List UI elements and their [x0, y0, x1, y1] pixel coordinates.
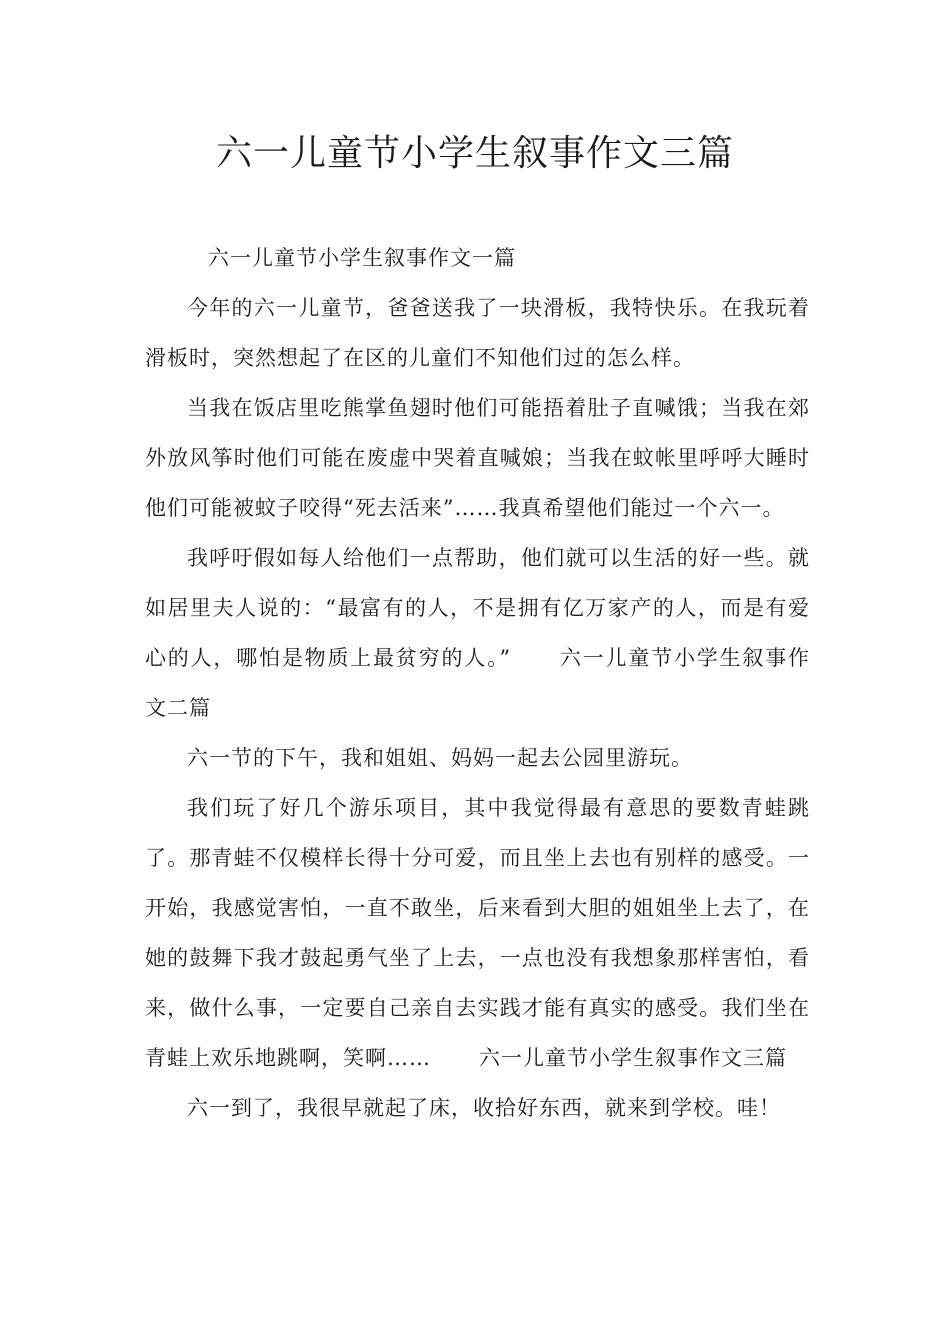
paragraph-text: 今年的六一儿童节，爸爸送我了一块滑板，我特快乐。在我玩着滑板时，突然想起了在区的儿童们不知他们过的怎么样。 — [145, 296, 810, 370]
paragraph-1 — [145, 283, 810, 383]
paragraph-6 — [145, 1083, 810, 1133]
paragraph-text: 当我在饭店里吃熊掌鱼翅时他们可能捂着肚子直喊饿；当我在郊外放风筝时他们可能在废虚中哭着直喊娘；当我在蚊帐里呼呼大睡时他们可能被蚊子咬得“死去活来”……我真希望他们能过一个六一。 — [145, 396, 810, 520]
document-body — [145, 233, 810, 1133]
paragraph-text: 我呼吁假如每人给他们一点帮助，他们就可以生活的好一些。就如居里夫人说的：“最富有的人，不是拥有亿万家产的人，而是有爱心的人，哪怕是物质上最贫穷的人。” — [145, 546, 810, 670]
paragraph-2 — [145, 383, 810, 533]
paragraph-5 — [145, 783, 810, 1083]
paragraph-4 — [145, 733, 810, 783]
document-title: 六一儿童节小学生叙事作文三篇 — [215, 133, 734, 174]
paragraph-text: 六一节的下午，我和姐姐、妈妈一起去公园里游玩。 — [187, 746, 693, 770]
paragraph-text: 我们玩了好几个游乐项目，其中我觉得最有意思的要数青蛙跳了。那青蛙不仅模样长得十分可爱，而且坐上去也有别样的感受。一开始，我感觉害怕，一直不敢坐，后来看到大胆的姐姐坐上去了，在她的鼓舞下我才鼓起勇气坐了上去，一点也没有我想象那样害怕，看来，做什么事，一定要自己亲自去实践才能有真实的感受。我们坐在青蛙上欢乐地跳啊，笑啊…… — [145, 796, 810, 1070]
paragraph-text: 六一儿童节小学生叙事作文一篇 — [208, 246, 516, 270]
paragraph-3 — [145, 533, 810, 733]
section-heading-2: 六一儿童节小学生叙事作文二篇 — [145, 646, 811, 720]
section-heading-1 — [145, 233, 810, 283]
paragraph-text: 六一到了，我很早就起了床，收拾好东西，就来到学校。哇！ — [187, 1096, 781, 1120]
section-heading-3: 六一儿童节小学生叙事作文三篇 — [479, 1046, 787, 1070]
